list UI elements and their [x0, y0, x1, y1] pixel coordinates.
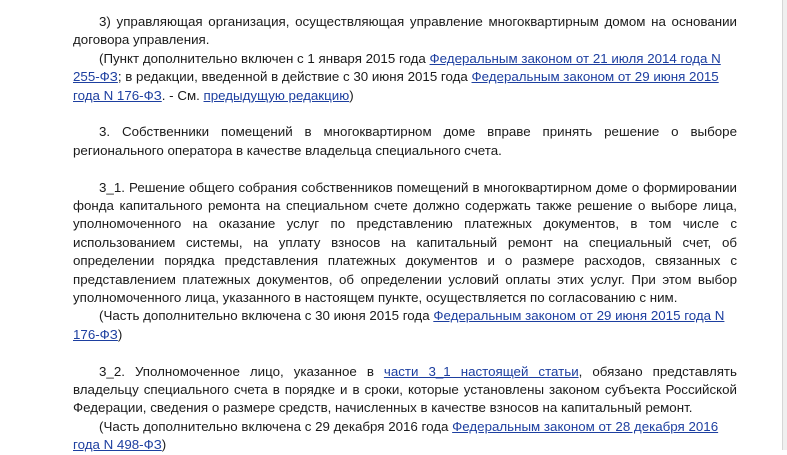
amendment-note-3	[73, 418, 737, 455]
spacer	[73, 344, 737, 362]
part-3-2-paragraph	[73, 363, 737, 418]
part-3-1-reference-link[interactable]: части 3_1 настоящей статьи	[383, 363, 579, 379]
scrollbar-track[interactable]	[783, 0, 787, 450]
note-1-after-link: . - См.	[161, 87, 204, 103]
spacer	[73, 160, 737, 178]
subitem-3-text: 3) управляющая организация, осуществляющая управление многоквартирным домом на основании договора управления.	[73, 14, 737, 48]
part-3-text: 3. Собственники помещений в многоквартирном доме вправе принять решение о выборе регионального оператора в качестве владельца специального счета.	[73, 124, 737, 158]
note-2-suffix: )	[117, 326, 123, 342]
part-3-2-prefix: 3_2. Уполномоченное лицо, указанное в	[99, 363, 384, 379]
note-2-prefix: (Часть дополнительно включена с 30 июня 2015 года	[99, 308, 434, 324]
part-3-1-paragraph	[73, 179, 737, 308]
law-255-fz-link[interactable]: Федеральным законом от 21 июля 2014 года N 255-ФЗ	[73, 50, 721, 85]
part-3-2-suffix: , обязано представлять владельцу специального счета в порядке и в сроки, которые установлены законом субъекта Российской Федерации, сведения о размере средств, начисленных в качестве взносов на капитальный ремонт.	[73, 363, 737, 416]
law-498-fz-link[interactable]: Федеральным законом от 28 декабря 2016 года N 498-ФЗ	[73, 418, 719, 453]
amendment-note-1	[73, 50, 737, 105]
note-3-suffix: )	[161, 437, 167, 453]
part-3-1-text: 3_1. Решение общего собрания собственников помещений в многоквартирном доме о формировании фонда капитального ремонта на специальном счете должно содержать также решение о выборе лица, уполномоченного на оказание услуг по представлению платежных документов, в том числе с использованием системы, на уплату взносов на капитальный ремонт на специальный счет, об определении порядка представления платежных документов и о размере расходов, связанных с представлением платежных документов, об определении условий оплаты этих услуг. При этом выбор уполномоченного лица, указанного в настоящем пункте, осуществляется по согласованию с ним.	[73, 179, 737, 306]
note-1-prefix: (Пункт дополнительно включен с 1 января 2015 года	[99, 50, 430, 66]
law-176-fz-link[interactable]: Федеральным законом от 29 июня 2015 года N 176-ФЗ	[73, 69, 719, 103]
previous-edition-link[interactable]: предыдущую редакцию	[203, 87, 350, 103]
subitem-3-paragraph	[73, 13, 737, 50]
part-3-paragraph	[73, 123, 737, 160]
spacer	[73, 105, 737, 123]
note-1-suffix: )	[349, 87, 354, 103]
note-3-prefix: (Часть дополнительно включена с 29 декабря 2016 года	[99, 418, 453, 434]
note-1-middle: ; в редакции, введенной в действие с 30 июня 2015 года	[117, 69, 472, 85]
document-body	[73, 13, 737, 455]
law-176-fz-link-2[interactable]: Федеральным законом от 29 июня 2015 года N 176-ФЗ	[73, 308, 725, 342]
amendment-note-2	[73, 307, 737, 344]
